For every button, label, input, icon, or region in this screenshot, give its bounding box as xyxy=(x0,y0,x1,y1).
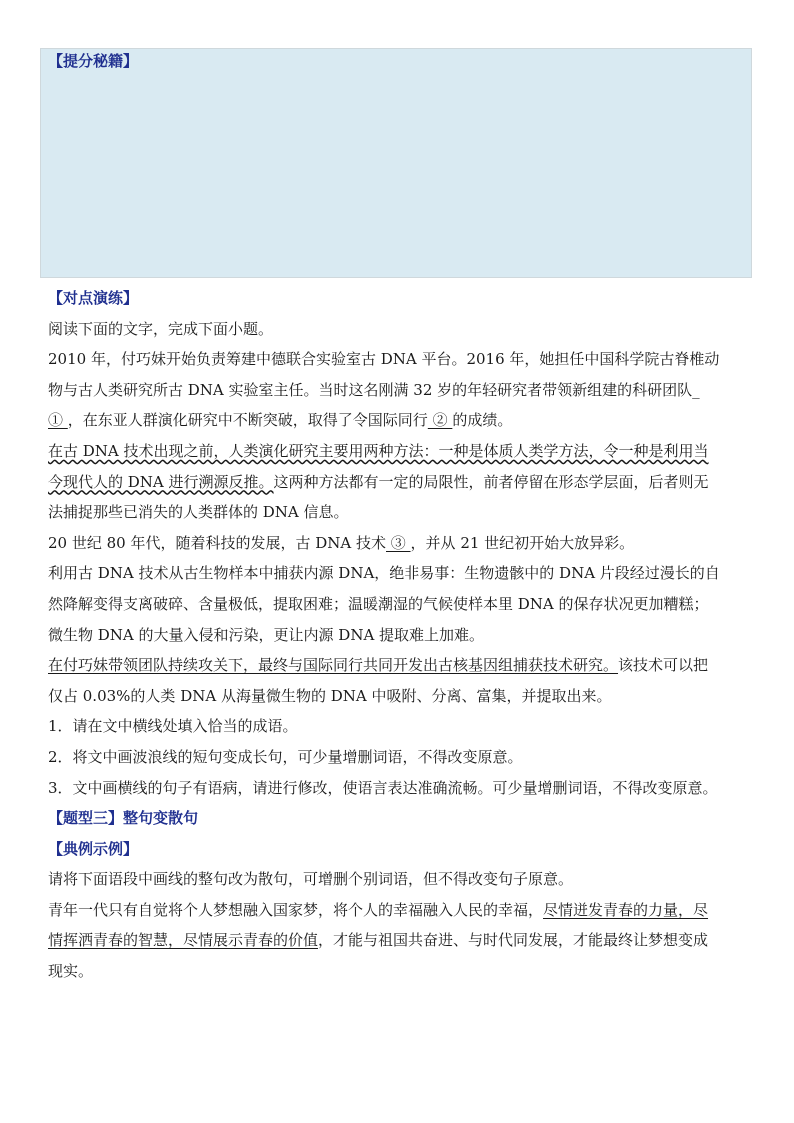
passage-p4-line2: 然降解变得支离破碎、含量极低，提取困难；温暖潮湿的气候使样本里 DNA 的保存状况更加糟糕； xyxy=(48,594,709,613)
passage-p5-rest1: 该技术可以把 xyxy=(618,656,709,675)
passage-p5-line2: 仅占 0.03%的人类 DNA 从海量微生物的 DNA 中吸附、分离、富集，并提取出来。 xyxy=(48,686,612,705)
type3-line1 xyxy=(48,895,760,926)
question-3: 3．文中画横线的句子有语病，请进行修改，使语言表达准确流畅。可少量增删词语，不得改变原意。 xyxy=(48,778,718,797)
underlined-sentence: 在付巧妹带领团队持续攻关下，最终与国际同行共同开发出古核基因组捕获技术研究。 xyxy=(48,656,619,675)
passage-p4-line3: 微生物 DNA 的大量入侵和污染，更让内源 DNA 提取难上加难。 xyxy=(48,625,485,644)
tips-box xyxy=(40,48,752,278)
blank-3: ③ xyxy=(386,533,411,552)
blank-underscore: _ xyxy=(692,380,700,399)
passage-p1-line1: 2010 年，付巧妹开始负责筹建中德联合实验室古 DNA 平台。2016 年，她担任中国科学院古脊椎动 xyxy=(48,350,720,369)
type3-instruction: 请将下面语段中画线的整句改为散句，可增删个别词语，但不得改变句子原意。 xyxy=(48,870,574,889)
tips-box-title: 【提分秘籍】 xyxy=(48,52,139,70)
wavy-sentence-part2: 今现代人的 DNA 进行溯源反推。 xyxy=(48,472,274,491)
practice-intro: 阅读下面的文字，完成下面小题。 xyxy=(48,319,274,338)
passage-p1-line3 xyxy=(48,405,760,436)
wavy-sentence-part1: 在古 DNA 技术出现之前，人类演化研究主要用两种方法：一种是体质人类学方法，令一种是利用当 xyxy=(48,441,709,460)
type3-line1-pre: 青年一代只有自觉将个人梦想融入国家梦，将个人的幸福融入人民的幸福， xyxy=(48,900,544,919)
type3-heading: 【题型三】整句变散句 xyxy=(48,809,199,828)
type3-line2-post: ，才能与祖国共奋进、与时代同发展，才能最终让梦想变成 xyxy=(318,931,709,950)
passage-p2-line3: 法捕捉那些已消失的人类群体的 DNA 信息。 xyxy=(48,503,349,522)
passage-p1-line2 xyxy=(48,375,760,406)
main-content xyxy=(48,283,760,987)
passage-p4-line1: 利用古 DNA 技术从古生物样本中捕获内源 DNA，绝非易事：生物遗骸中的 DNA 片段经过漫长的自 xyxy=(48,564,720,583)
passage-p3-post: ，并从 21 世纪初开始大放异彩。 xyxy=(410,533,635,552)
passage-p1-line3-mid: ，在东亚人群演化研究中不断突破，取得了令国际同行 xyxy=(67,411,428,430)
passage-p2-line1 xyxy=(48,436,760,467)
underlined-parallel-part2: 情挥洒青春的智慧，尽情展示青春的价值 xyxy=(48,931,319,950)
passage-p5-line1 xyxy=(48,650,760,681)
passage-p2-line2 xyxy=(48,467,760,498)
underlined-parallel-part1: 尽情迸发青春的力量，尽 xyxy=(543,900,709,919)
question-2: 2．将文中画波浪线的短句变成长句，可少量增删词语，不得改变原意。 xyxy=(48,747,523,766)
blank-2: ② xyxy=(427,411,453,430)
type3-line3: 现实。 xyxy=(48,962,94,981)
passage-p1-line2-text: 物与古人类研究所古 DNA 实验室主任。当时这名刚满 32 岁的年轻研究者带领新组建的科研团队 xyxy=(48,380,693,399)
passage-p3 xyxy=(48,528,760,559)
passage-p2-rest1: 这两种方法都有一定的局限性，前者停留在形态学层面，后者则无 xyxy=(273,472,709,491)
practice-heading: 【对点演练】 xyxy=(48,289,139,307)
blank-1: ① xyxy=(48,411,68,430)
question-1: 1．请在文中横线处填入恰当的成语。 xyxy=(48,717,298,736)
passage-p3-pre: 20 世纪 80 年代，随着科技的发展，古 DNA 技术 xyxy=(48,533,386,552)
passage-p1-line3-end: 的成绩。 xyxy=(452,411,513,430)
type3-line2 xyxy=(48,925,760,956)
example-heading: 【典例示例】 xyxy=(48,839,139,858)
